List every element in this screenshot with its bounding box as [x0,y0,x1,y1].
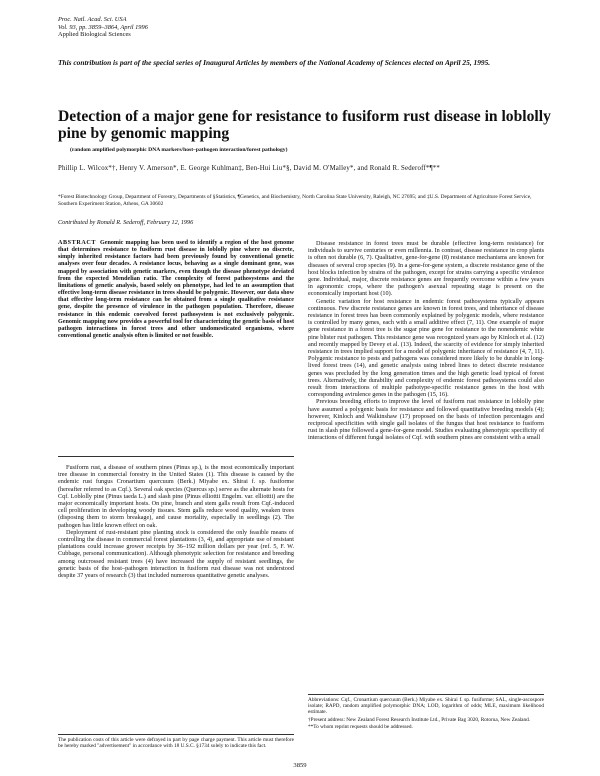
keywords: (random amplified polymorphic DNA markers/host–pathogen interaction/forest pathology) [70,147,288,153]
body-column-left [58,464,294,579]
body-column-right [308,240,544,442]
footnote-divider-left [58,734,294,735]
abstract-text: Genomic mapping has been used to identify a region of the host genome that determines resistance to fusiform rust disease in loblolly pine where no discrete, simply inherited resistance factors had been previously found by conventional genetic analyses over four decades. A resistance locus, behaving as a single dominant gene, was mapped by association with genetic markers, even though the disease phenotype deviated from the expected Mendelian ratio. The complexity of forest pathosystems and the limitations of genetic analysis, based solely on phenotype, had led to an assumption that effective long-term disease resistance in trees should be polygenic. However, our data show that effective long-term resistance can be obtained from a single qualitative resistance gene, despite the presence of virulence in the pathogen population. Therefore, disease resistance in this endemic coevolved forest pathosystem is not exclusively polygenic. Genomic mapping now provides a powerful tool for characterizing the genetic basis of host pathogen interactions in forest trees and other undomesticated organisms, where conventional genetic analysis often is limited or not feasible. [58,240,294,340]
affiliations: *Forest Biotechnology Group, Department of Forestry, Departments of §Statistics, ¶Genetics, and Biochemistry, North Carolina State University, Raleigh, NC 27695; and ‡U.S. Department of Agriculture Forest Service, Southern Experiment Station, Athens, GA 30602 [58,194,532,207]
contributed-by: Contributed by Ronald R. Sederoff, February 12, 1996 [58,219,194,226]
present-address-footnote: †Present address: New Zealand Forest Research Institute Ltd., Private Bag 3020, Rotorua, New Zealand. [308,716,531,723]
volume-line: Vol. 93, pp. 3859–3864, April 1996 [58,23,148,31]
abbreviations-footnote: Abbreviations: Cqf., Cronartium quercuum (Berk.) Miyabe ex. Shirai f. sp. fusiforme; SAL, single-ascospore isolate; RAPD, random amplified polymorphic DNA; LOD, logarithm of odds; MLE, maximum likelihood estimate. [308,697,544,716]
page-number: 3859 [293,762,307,769]
author-list: Phillip L. Wilcox*†, Henry V. Amerson*, E. George Kuhlman‡, Ben-Hui Liu*§, David M. O'Malley*, and Ronald R. Sederoff*¶** [58,165,440,172]
footnotes-right [308,697,544,731]
body-paragraph: Genetic variation for host resistance in endemic forest pathosystems typically appears continuous. Few discrete resistance genes are known in forest trees, and inheritance of disease resistance in forest trees has been commonly explained by polygenic models, where resistance is controlled by many genes, each with a small additive effect (7, 11). One example of major gene resistance in a forest tree is the sugar pine gene for resistance to the nonendemic white pine blister rust pathogen. This resistance gene was recognized years ago by Kinloch et al. (12) and recently mapped by Devey et al. (13). Indeed, the scarcity of evidence for simply inherited resistance in trees implied support for a model of polygenic inheritance of resistance (4, 7, 11). Polygenic resistance to pests and pathogens was considered more likely to be durable in long-lived forest trees (14), and genetic analysis using inbred lines to detect discrete resistance genes was precluded by the long generation times and the high genetic load typical of forest trees. Alternatively, the durability and complexity of endemic forest pathosystems could also result from interactions of multiple pathotype-specific resistance genes in the host with corresponding avirulence genes in the pathogen (15, 16). [308,297,544,399]
body-paragraph: Fusiform rust, a disease of southern pines (Pinus sp.), is the most economically important tree disease in commercial forestry in the United States (1). This disease is caused by the endemic rust fungus Cronartium quercuum (Berk.) Miyabe ex. Shirai f. sp. fusiforme (hereafter referred to as Cqf.). Several oak species (Quercus sp.) serve as the alternate hosts for Cqf. Loblolly pine (Pinus taeda L.) and slash pine (Pinus elliottii Engelm. var. elliottii) are the major economically important hosts. On pine, branch and stem galls result from Cqf.-induced cell proliferation in developing woody tissues. Stem galls reduce wood quality, weaken trees (disposing them to storm breakage), and cause mortality, especially in seedlings (2). The pathogen has little known effect on oak. [58,464,294,529]
contribution-note: This contribution is part of the special series of Inaugural Articles by members of the National Academy of Sciences elected on April 25, 1995. [58,58,491,67]
body-paragraph: Disease resistance in forest trees must be durable (effective long-term resistance) for individuals to survive centuries or even millennia. In contrast, disease resistance in crop plants is often not durable (6, 7). Qualitative, gene-for-gene (8) resistance mechanisms are known for diseases of several crop species (9). In a gene-for-gene system, a discrete resistance gene of the host blocks infection by strains of the pathogen, except for strains carrying a specific virulence gene. Individual, major, discrete resistance genes are frequently overcome within a few years in agronomic crops, where the pathogen's asexual repeating stage is present on the economically important host (10). [308,240,544,298]
body-paragraph: Deployment of rust-resistant pine planting stock is considered the only feasible means of controlling the disease in commercial forest plantations (3, 4), and appropriate use of resistant plantations could increase grower receipts by 36–192 million dollars per year (ref. 5, F. W. Cubbage, personal communication). Although phenotypic selection for resistance and breeding among outcrossed resistant trees (4) have increased the supply of resistant seedlings, the genetic basis of the host–pathogen interaction in fusiform rust disease was not understood despite 37 years of research (3) that included numerous quantitative genetic analyses. [58,528,294,580]
reprint-footnote: **To whom reprint requests should be addressed. [308,723,413,730]
body-paragraph: Previous breeding efforts to improve the level of fusiform rust resistance in loblolly pine have assumed a polygenic basis for resistance and followed quantitative breeding models (4); however, Kinloch and Walkinshaw (17) proposed on the basis of infection percentages and reciprocal specificities with single gall isolates of the fungus that host resistance to fusiform rust in slash pine followed a gene-for-gene model. Studies evaluating phenotypic specificity of interactions of different fungal isolates of Cqf. with southern pines are consistent with a small [308,398,544,442]
abstract [58,240,294,340]
abstract-divider [58,456,294,457]
journal-header [58,16,148,39]
publication-cost-footnote: The publication costs of this article were defrayed in part by page charge payment. This article must therefore be hereby marked "advertisement" in accordance with 18 U.S.C. §1734 solely to indicate this fact. [58,737,294,750]
abstract-label: ABSTRACT [58,240,96,246]
journal-section: Applied Biological Sciences [58,31,131,39]
journal-name: Proc. Natl. Acad. Sci. USA [58,16,127,23]
footnote-divider-right [308,694,544,695]
article-title: Detection of a major gene for resistance to fusiform rust disease in loblolly pine by genomic mapping [58,108,551,142]
